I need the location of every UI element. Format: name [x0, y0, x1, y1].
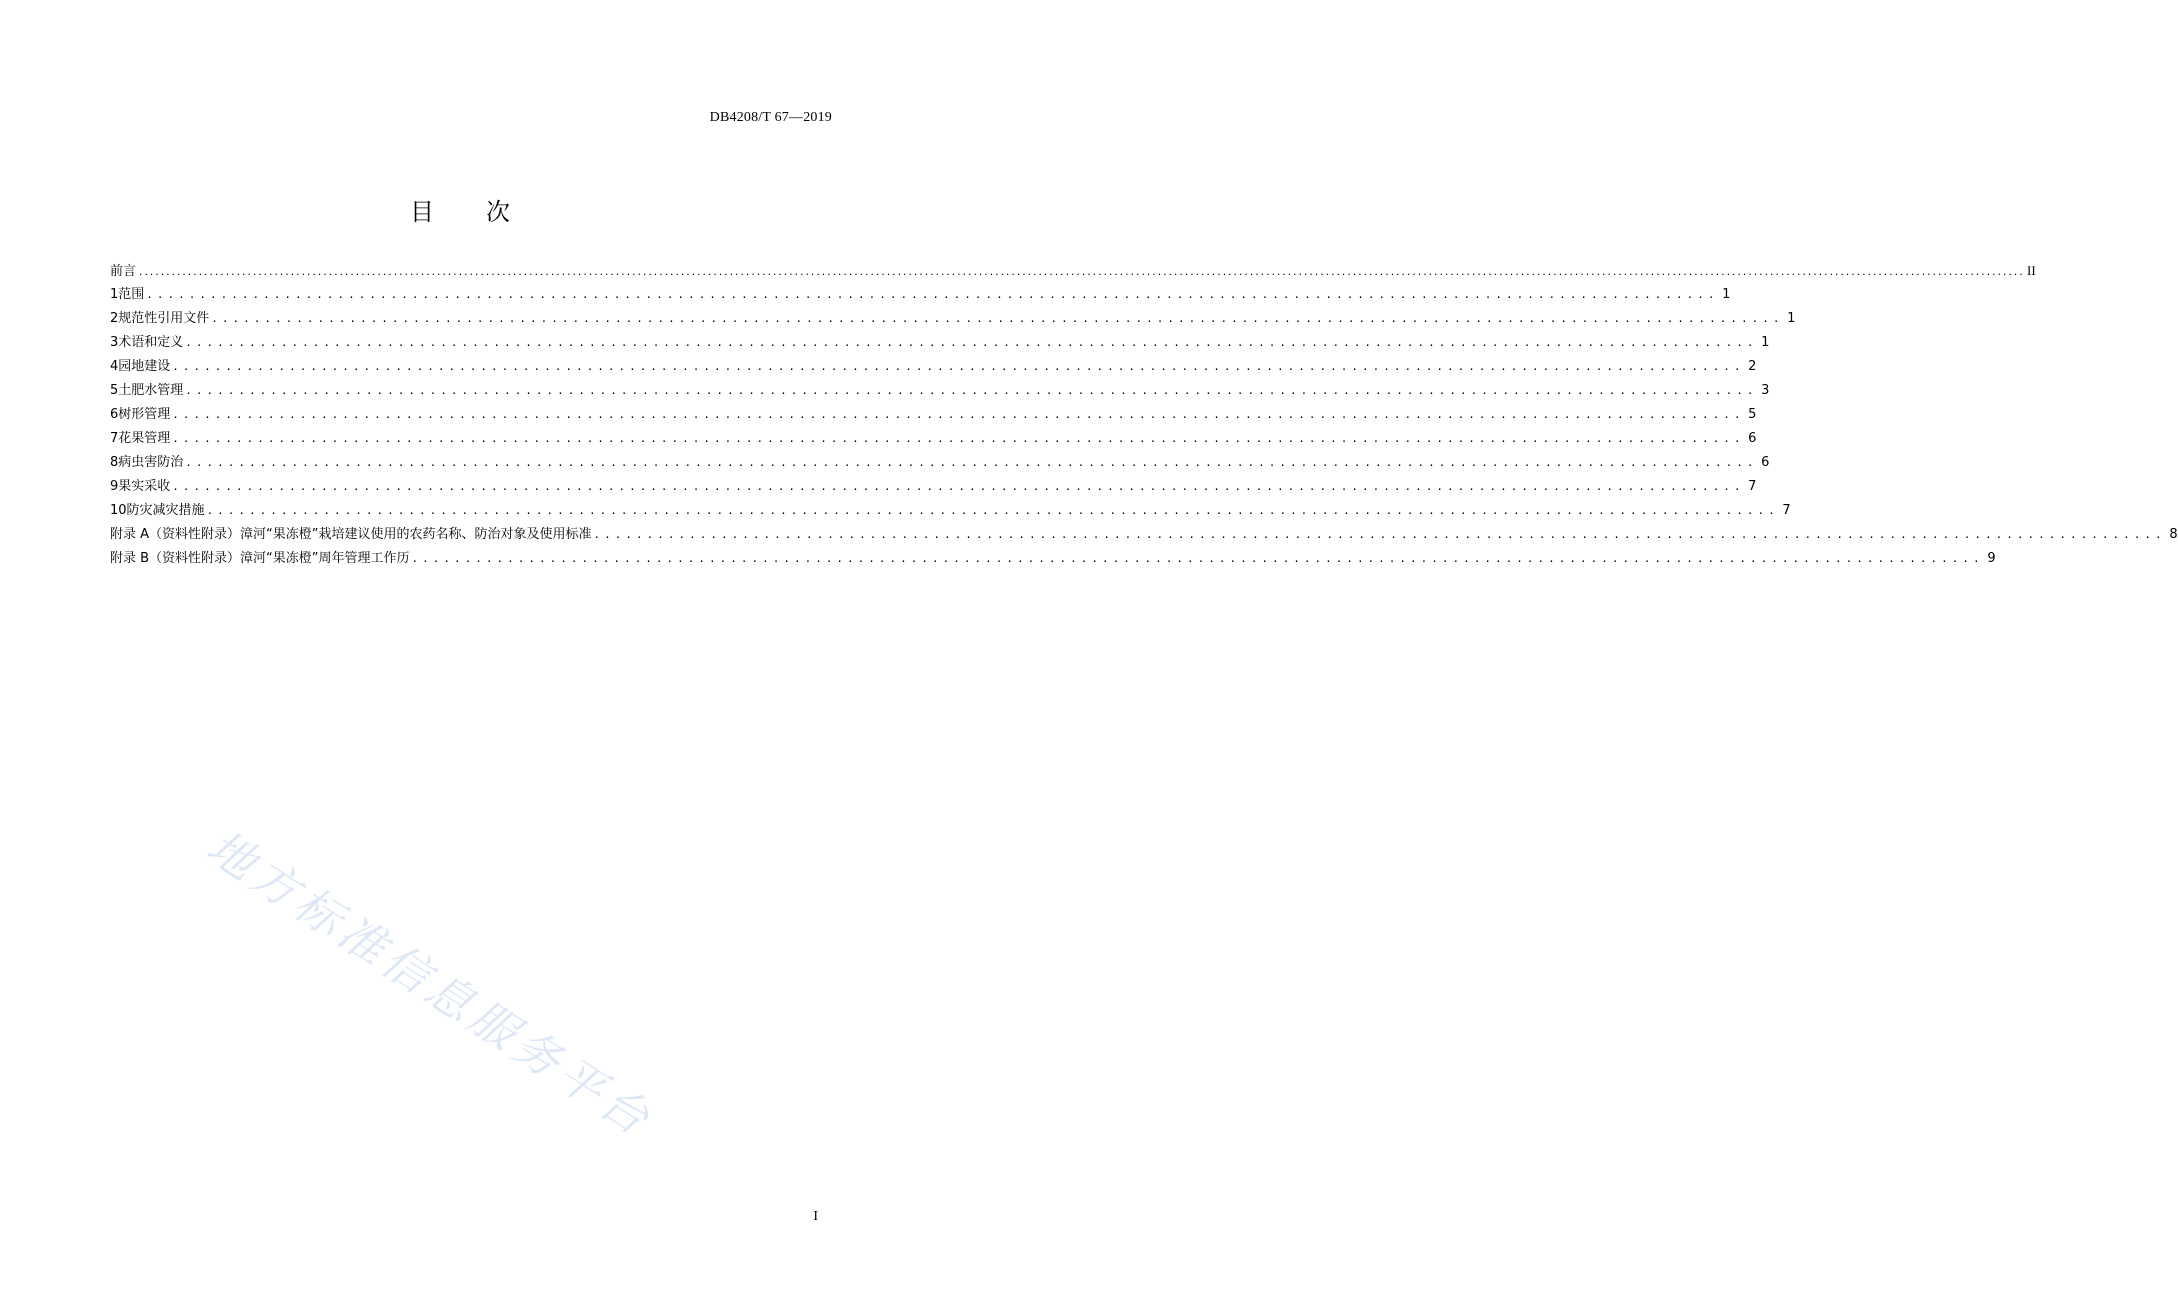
toc-entry-label: 病虫害防治 — [118, 455, 184, 470]
toc-leader: .................................................................................................................................................... — [146, 288, 1719, 301]
toc-entry-page: 9 — [1987, 551, 1996, 566]
toc-entry-page: 1 — [1787, 311, 1796, 326]
toc-entry-10[interactable] — [110, 499, 1791, 523]
toc-entry-page: II — [2026, 263, 2036, 278]
toc-entry-number: 9 — [110, 479, 119, 494]
toc-entry-label: 附录 A（资料性附录）漳河“果冻橙”栽培建议使用的农药名称、防治对象及使用标准 — [110, 527, 592, 542]
toc-entry-page: 7 — [1782, 503, 1791, 518]
toc-entry-label: 术语和定义 — [118, 335, 184, 350]
toc-title — [0, 192, 920, 227]
toc-entry-1[interactable] — [110, 283, 1731, 307]
toc-entry-page: 1 — [1761, 335, 1770, 350]
toc-entry-number: 3 — [110, 335, 119, 350]
toc-entry-number: 7 — [110, 431, 119, 446]
toc-entry-9[interactable] — [110, 475, 1757, 499]
toc-entry-label: 果实采收 — [118, 479, 171, 494]
toc-entry-3[interactable] — [110, 331, 1770, 355]
toc-entry-page: 3 — [1761, 383, 1770, 398]
toc-entry-number: 6 — [110, 407, 119, 422]
toc-entry-label: 附录 B（资料性附录）漳河“果冻橙”周年管理工作历 — [110, 551, 410, 566]
toc-entry-page: 6 — [1748, 431, 1757, 446]
toc-leader: .................................................................................................................................................... — [172, 480, 1745, 493]
table-of-contents — [110, 259, 2178, 571]
toc-leader: .................................................................................................................................................... — [185, 456, 1758, 469]
toc-leader: .................................................................................................................................................... — [172, 432, 1745, 445]
toc-entry-5[interactable] — [110, 379, 1770, 403]
toc-leader: .................................................................................................................................................... — [172, 360, 1745, 373]
page-number: I — [813, 1209, 818, 1224]
toc-entry-page: 5 — [1748, 407, 1757, 422]
toc-title-char-2: 次 — [486, 198, 510, 226]
toc-leader: .................................................................................................................................................... — [211, 312, 1784, 325]
toc-entry-2[interactable] — [110, 307, 1796, 331]
toc-leader: .................................................................................................................................................... — [593, 528, 2166, 541]
toc-entry-label: 规范性引用文件 — [118, 311, 210, 326]
toc-title-char-1: 目 — [410, 198, 434, 226]
toc-entry-number: 2 — [110, 311, 119, 326]
toc-entry-annex-a[interactable] — [110, 523, 2178, 547]
toc-entry-page: 6 — [1761, 455, 1770, 470]
toc-leader: .................................................................................................................................................... — [185, 336, 1758, 349]
toc-leader: .................................................................................................................................................... — [206, 504, 1779, 517]
toc-entry-number: 10 — [110, 503, 127, 518]
toc-entry-6[interactable] — [110, 403, 1757, 427]
toc-entry-number: 5 — [110, 383, 119, 398]
toc-leader: .................................................................................................................................................... — [172, 408, 1745, 421]
toc-entry-label: 防灾减灾措施 — [126, 503, 205, 518]
toc-entry-label: 树形管理 — [118, 407, 171, 422]
toc-entry-page: 1 — [1722, 287, 1731, 302]
toc-entry-annex-b[interactable] — [110, 547, 1996, 571]
toc-entry-4[interactable] — [110, 355, 1757, 379]
toc-entry-number: 1 — [110, 287, 119, 302]
toc-entry-7[interactable] — [110, 427, 1757, 451]
toc-leader: .................................................................................................................................................... — [411, 552, 1984, 565]
toc-entry-label: 园地建设 — [118, 359, 171, 374]
toc-entry-number: 8 — [110, 455, 119, 470]
toc-entry-number: 前 — [110, 264, 124, 279]
toc-entry-page: 8 — [2169, 527, 2178, 542]
toc-entry-label: 言 — [123, 264, 137, 279]
toc-entry-label: 花果管理 — [118, 431, 171, 446]
document-code: DB4208/T 67—2019 — [709, 110, 832, 125]
toc-entry-label: 范围 — [118, 287, 145, 302]
toc-entry-label: 土肥水管理 — [118, 383, 184, 398]
toc-leader: .................................................................................................................................................... — [185, 384, 1758, 397]
watermark: 地方标准信息服务平台 — [197, 819, 664, 1149]
toc-entry-foreword[interactable] — [110, 259, 2036, 283]
toc-entry-page: 2 — [1748, 359, 1757, 374]
toc-leader: ............................................................................................................................................................................................................................................................................................................................................................ — [138, 268, 2024, 278]
toc-entry-page: 7 — [1748, 479, 1757, 494]
toc-entry-number: 4 — [110, 359, 119, 374]
toc-entry-8[interactable] — [110, 451, 1770, 475]
